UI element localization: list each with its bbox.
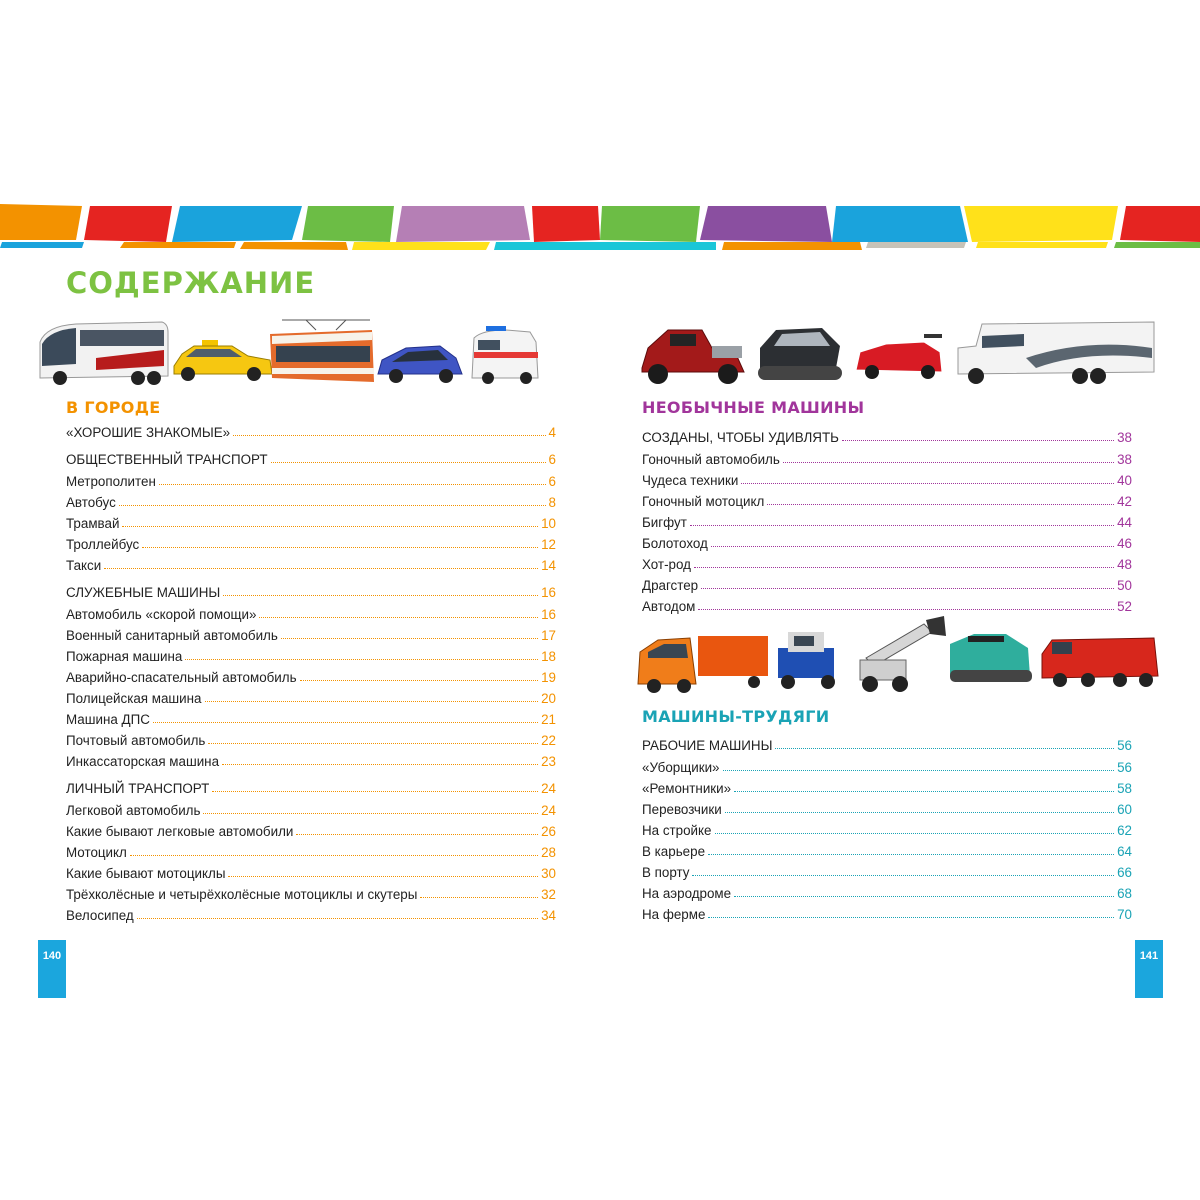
toc-entry-page-number: 6: [548, 474, 556, 489]
toc-entry-label: На ферме: [642, 907, 706, 922]
left-vehicles-strip: [36, 318, 546, 388]
toc-entry-page-number: 10: [541, 516, 556, 531]
reach-stacker-icon: [860, 616, 946, 692]
section-heading-in-city: В ГОРОДЕ: [66, 398, 161, 417]
toc-entry-leader-dots: [694, 567, 1114, 568]
toc-entry-leader-dots: [281, 638, 538, 639]
toc-entry: [66, 555, 556, 573]
toc-entry-page-number: 6: [548, 452, 556, 467]
toc-entry-leader-dots: [119, 505, 546, 506]
toc-entry: [66, 667, 556, 685]
toc-entry-leader-dots: [775, 748, 1114, 749]
toc-entry-label: Инкассаторская машина: [66, 754, 220, 769]
motorhome-icon: [958, 322, 1154, 384]
toc-entry-leader-dots: [142, 547, 538, 548]
toc-entry-page-number: 18: [541, 649, 556, 664]
toc-entry-leader-dots: [233, 435, 545, 436]
yellow-taxi-icon: [174, 340, 272, 381]
toc-entry-label: Бигфут: [642, 515, 687, 530]
toc-entry-label: Трамвай: [66, 516, 120, 531]
toc-entry-page-number: 21: [541, 712, 556, 727]
toc-entry: [66, 863, 556, 881]
toc-entry-label: Велосипед: [66, 908, 134, 923]
ambulance-van-icon: [472, 326, 538, 384]
toc-entry: [66, 513, 556, 531]
toc-entry-leader-dots: [208, 743, 538, 744]
toc-entry-page-number: 42: [1117, 494, 1132, 509]
toc-entry-leader-dots: [185, 659, 538, 660]
toc-entry: [66, 471, 556, 489]
toc-entry-leader-dots: [701, 588, 1114, 589]
toc-entry: [66, 604, 556, 622]
toc-entry-leader-dots: [420, 897, 538, 898]
toc-entry: [66, 800, 556, 818]
toc-entry-page-number: 60: [1117, 802, 1132, 817]
toc-entry-label: Машина ДПС: [66, 712, 150, 727]
toc-entry-label: Мотоцикл: [66, 845, 127, 860]
toc-entry-page-number: 70: [1117, 907, 1132, 922]
toc-entry: [642, 862, 1132, 880]
toc-entry-leader-dots: [203, 813, 538, 814]
toc-entry-label: Болотоход: [642, 536, 708, 551]
toc-entry-label: «ХОРОШИЕ ЗНАКОМЫЕ»: [66, 425, 231, 440]
toc-entry-label: Автобус: [66, 495, 116, 510]
toc-entry: [642, 512, 1132, 530]
toc-entry-page-number: 48: [1117, 557, 1132, 572]
toc-entry-label: Полицейская машина: [66, 691, 202, 706]
toc-entry-label: Такси: [66, 558, 102, 573]
toc-entry: [66, 905, 556, 923]
sweeper-icon: [778, 632, 835, 689]
toc-entry-page-number: 64: [1117, 844, 1132, 859]
toc-entry-label: СЛУЖЕБНЫЕ МАШИНЫ: [66, 585, 221, 600]
toc-entry-label: Драгстер: [642, 578, 699, 593]
toc-entry-leader-dots: [296, 834, 538, 835]
toc-entry-page-number: 19: [541, 670, 556, 685]
orange-semi-truck-icon: [638, 636, 768, 693]
page-title: СОДЕРЖАНИЕ: [66, 266, 316, 300]
toc-entry: [66, 449, 556, 467]
toc-entry-label: Перевозчики: [642, 802, 722, 817]
toc-entry-label: Какие бывают мотоциклы: [66, 866, 226, 881]
toc-entry-page-number: 4: [548, 425, 556, 440]
toc-entry-page-number: 23: [541, 754, 556, 769]
toc-entry-page-number: 14: [541, 558, 556, 573]
toc-entry: [642, 554, 1132, 572]
toc-entry-page-number: 16: [541, 585, 556, 600]
toc-entry-label: Пожарная машина: [66, 649, 183, 664]
toc-entry-label: ОБЩЕСТВЕННЫЙ ТРАНСПОРТ: [66, 452, 268, 467]
toc-entry: [642, 735, 1132, 753]
toc-entry-leader-dots: [711, 546, 1114, 547]
hot-rod-icon: [642, 330, 744, 384]
toc-entry-page-number: 34: [541, 908, 556, 923]
toc-entry-label: Военный санитарный автомобиль: [66, 628, 278, 643]
page-number-right: 141: [1135, 940, 1163, 998]
toc-entry-page-number: 56: [1117, 738, 1132, 753]
section-heading-unusual-cars: НЕОБЫЧНЫЕ МАШИНЫ: [642, 398, 865, 417]
toc-entry-label: В порту: [642, 865, 690, 880]
toc-entry-page-number: 62: [1117, 823, 1132, 838]
toc-entry-page-number: 12: [541, 537, 556, 552]
toc-entry-label: ЛИЧНЫЙ ТРАНСПОРТ: [66, 781, 210, 796]
toc-entry-label: Гоночный мотоцикл: [642, 494, 765, 509]
toc-entry-page-number: 46: [1117, 536, 1132, 551]
toc-entry: [66, 582, 556, 600]
toc-entry-leader-dots: [130, 855, 538, 856]
toc-entry-leader-dots: [690, 525, 1114, 526]
toc-entry: [642, 470, 1132, 488]
toc-entry-page-number: 16: [541, 607, 556, 622]
toc-entry-label: Аварийно-спасательный автомобиль: [66, 670, 297, 685]
toc-entry-leader-dots: [723, 770, 1115, 771]
right-vehicles-strip-bottom: [634, 614, 1164, 694]
red-tram-icon: [270, 320, 374, 382]
right-vehicles-strip-top: [636, 318, 1156, 388]
toc-entry-page-number: 24: [541, 781, 556, 796]
toc-entry: [66, 842, 556, 860]
toc-entry: [642, 904, 1132, 922]
toc-entry-leader-dots: [159, 484, 546, 485]
toc-entry-label: Гоночный автомобиль: [642, 452, 780, 467]
toc-entry: [642, 883, 1132, 901]
toc-entry: [66, 884, 556, 902]
toc-entry-page-number: 50: [1117, 578, 1132, 593]
toc-entry-leader-dots: [137, 918, 538, 919]
toc-entry-leader-dots: [228, 876, 538, 877]
toc-entry: [642, 820, 1132, 838]
toc-entry: [642, 778, 1132, 796]
toc-entry-label: Трёхколёсные и четырёхколёсные мотоциклы и скутеры: [66, 887, 418, 902]
toc-entry-label: Метрополитен: [66, 474, 156, 489]
toc-entry-label: Хот-род: [642, 557, 691, 572]
toc-entry-page-number: 32: [541, 887, 556, 902]
toc-entry-label: СОЗДАНЫ, ЧТОБЫ УДИВЛЯТЬ: [642, 430, 839, 445]
toc-entry-leader-dots: [741, 483, 1114, 484]
toc-entry-leader-dots: [842, 440, 1114, 441]
toc-entry-leader-dots: [212, 791, 538, 792]
toc-entry-leader-dots: [153, 722, 538, 723]
toc-entry-label: «Ремонтники»: [642, 781, 732, 796]
toc-entry: [66, 534, 556, 552]
toc-entry: [642, 799, 1132, 817]
toc-entry-label: Почтовый автомобиль: [66, 733, 206, 748]
toc-entry-page-number: 8: [548, 495, 556, 510]
rainbow-stripe-banner: [0, 200, 1200, 252]
toc-entry: [66, 646, 556, 664]
toc-entry-leader-dots: [725, 812, 1114, 813]
toc-entry-label: РАБОЧИЕ МАШИНЫ: [642, 738, 773, 753]
toc-entry: [66, 821, 556, 839]
toc-entry-leader-dots: [300, 680, 539, 681]
toc-entry-page-number: 58: [1117, 781, 1132, 796]
toc-entry-leader-dots: [715, 833, 1115, 834]
toc-entry-leader-dots: [783, 462, 1114, 463]
toc-entry: [66, 778, 556, 796]
toc-entry-label: «Уборщики»: [642, 760, 720, 775]
toc-entry-leader-dots: [708, 854, 1114, 855]
toc-entry-leader-dots: [122, 526, 538, 527]
toc-entry: [66, 688, 556, 706]
page-number-left: 140: [38, 940, 66, 998]
toc-entry-page-number: 28: [541, 845, 556, 860]
section-heading-working-machines: МАШИНЫ-ТРУДЯГИ: [642, 707, 830, 726]
toc-entry-label: На аэродроме: [642, 886, 732, 901]
toc-entry: [66, 730, 556, 748]
toc-entry-page-number: 52: [1117, 599, 1132, 614]
amphibious-tracked-icon: [758, 328, 842, 380]
race-car-icon: [856, 334, 942, 379]
toc-entry-label: Чудеса техники: [642, 473, 739, 488]
fire-truck-icon: [1042, 638, 1158, 687]
toc-entry-page-number: 20: [541, 691, 556, 706]
toc-entry-leader-dots: [259, 617, 538, 618]
toc-entry-page-number: 22: [541, 733, 556, 748]
toc-entry: [642, 575, 1132, 593]
toc-entry-leader-dots: [271, 462, 546, 463]
toc-entry-leader-dots: [698, 609, 1114, 610]
blue-hatchback-icon: [378, 346, 462, 383]
toc-entry-page-number: 56: [1117, 760, 1132, 775]
toc-entry: [642, 596, 1132, 614]
toc-entry-leader-dots: [734, 896, 1114, 897]
toc-entry-page-number: 38: [1117, 430, 1132, 445]
toc-entry-page-number: 30: [541, 866, 556, 881]
toc-entry-label: Автомобиль «скорой помощи»: [66, 607, 257, 622]
toc-entry-page-number: 26: [541, 824, 556, 839]
toc-entry-leader-dots: [767, 504, 1114, 505]
toc-entry-page-number: 17: [541, 628, 556, 643]
toc-entry: [642, 449, 1132, 467]
toc-entry-leader-dots: [104, 568, 538, 569]
toc-entry-label: На стройке: [642, 823, 712, 838]
toc-entry-page-number: 68: [1117, 886, 1132, 901]
toc-entry: [66, 492, 556, 510]
toc-entry: [642, 427, 1132, 445]
toc-entry: [642, 841, 1132, 859]
toc-entry-page-number: 40: [1117, 473, 1132, 488]
toc-entry: [642, 491, 1132, 509]
toc-entry-leader-dots: [205, 701, 539, 702]
toc-entry: [66, 625, 556, 643]
toc-entry-page-number: 38: [1117, 452, 1132, 467]
toc-entry-page-number: 24: [541, 803, 556, 818]
toc-entry-leader-dots: [223, 595, 538, 596]
toc-entry-label: Какие бывают легковые автомобили: [66, 824, 294, 839]
toc-entry-leader-dots: [222, 764, 538, 765]
toc-entry-label: Автодом: [642, 599, 696, 614]
toc-entry-leader-dots: [708, 917, 1114, 918]
toc-entry-page-number: 44: [1117, 515, 1132, 530]
toc-entry: [642, 757, 1132, 775]
toc-entry-leader-dots: [734, 791, 1114, 792]
toc-entry: [642, 533, 1132, 551]
paver-icon: [950, 634, 1032, 682]
toc-entry-label: Легковой автомобиль: [66, 803, 201, 818]
tour-bus-icon: [40, 322, 168, 385]
toc-entry-label: В карьере: [642, 844, 706, 859]
toc-entry-label: Троллейбус: [66, 537, 140, 552]
toc-entry-page-number: 66: [1117, 865, 1132, 880]
toc-entry: [66, 709, 556, 727]
toc-entry-leader-dots: [692, 875, 1114, 876]
toc-entry: [66, 422, 556, 440]
toc-entry: [66, 751, 556, 769]
